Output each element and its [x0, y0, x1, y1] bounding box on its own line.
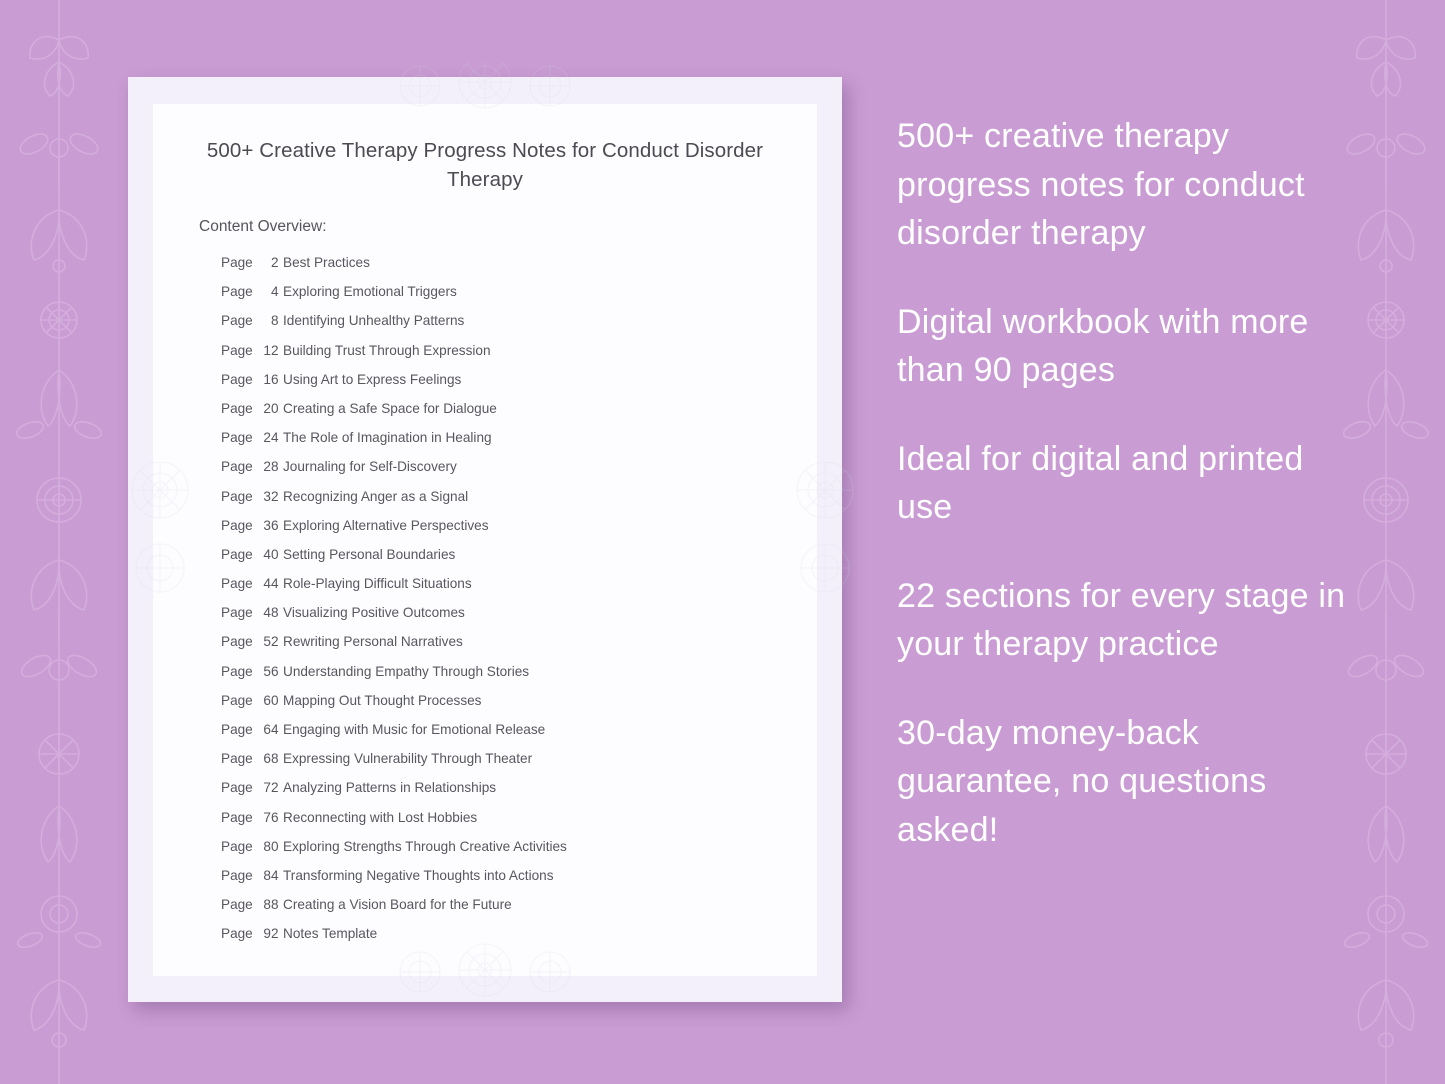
toc-entry-title: Journaling for Self-Discovery	[283, 459, 457, 475]
toc-entry-title: Notes Template	[283, 926, 378, 942]
toc-row	[221, 664, 781, 693]
marketing-bullet: Ideal for digital and printed use	[897, 439, 1304, 526]
toc-row	[221, 459, 781, 488]
toc-entry-title: Role-Playing Difficult Situations	[283, 576, 472, 592]
toc-row	[221, 722, 781, 751]
marketing-bullet: 30-day money-back guarantee, no questions asked!	[897, 713, 1267, 849]
toc-entry-title: Visualizing Positive Outcomes	[283, 605, 465, 621]
toc-entry-title: Exploring Emotional Triggers	[283, 284, 457, 300]
toc-entry-title: Understanding Empathy Through Stories	[283, 663, 530, 679]
toc-row	[221, 255, 781, 284]
toc-row	[221, 313, 781, 342]
table-of-contents	[221, 255, 781, 956]
toc-page-number: Page 80	[221, 838, 279, 854]
toc-page-number: Page 16	[221, 371, 279, 387]
toc-entry-title: Creating a Safe Space for Dialogue	[283, 400, 497, 416]
toc-page-number: Page 32	[221, 488, 279, 504]
toc-page-number: Page 28	[221, 459, 279, 475]
toc-entry-title: Reconnecting with Lost Hobbies	[283, 809, 478, 825]
toc-page-number: Page 68	[221, 751, 279, 767]
toc-row	[221, 868, 781, 897]
toc-entry-title: Exploring Strengths Through Creative Activities	[283, 838, 567, 854]
toc-row	[221, 839, 781, 868]
toc-page-number: Page 48	[221, 605, 279, 621]
toc-row	[221, 605, 781, 634]
toc-row	[221, 780, 781, 809]
toc-entry-title: Setting Personal Boundaries	[283, 546, 456, 562]
toc-page-number: Page 4	[221, 284, 279, 300]
toc-entry-title: Creating a Vision Board for the Future	[283, 897, 512, 913]
content-overview-label: Content Overview:	[199, 218, 327, 235]
toc-page-number: Page 52	[221, 634, 279, 650]
marketing-bullet: Digital workbook with more than 90 pages	[897, 302, 1309, 389]
toc-row	[221, 751, 781, 780]
toc-row	[221, 284, 781, 313]
toc-entry-title: Engaging with Music for Emotional Release	[283, 722, 546, 737]
toc-row	[221, 343, 781, 372]
toc-row	[221, 634, 781, 663]
toc-entry-title: The Role of Imagination in Healing	[283, 430, 492, 446]
toc-page-number: Page 92	[221, 926, 279, 942]
marketing-bullet: 22 sections for every stage in your therapy practice	[897, 576, 1346, 663]
toc-page-number: Page 40	[221, 546, 279, 562]
toc-page-number: Page 56	[221, 663, 279, 679]
toc-entry-title: Recognizing Anger as a Signal	[283, 488, 469, 504]
toc-page-number: Page 2	[221, 255, 279, 270]
toc-row	[221, 430, 781, 459]
toc-entry-title: Analyzing Patterns in Relationships	[283, 780, 497, 796]
toc-row	[221, 693, 781, 722]
toc-entry-title: Expressing Vulnerability Through Theater	[283, 751, 533, 767]
toc-row	[221, 810, 781, 839]
toc-row	[221, 401, 781, 430]
toc-row	[221, 897, 781, 926]
toc-page-number: Page 8	[221, 313, 279, 329]
toc-page-number: Page 36	[221, 517, 279, 533]
floral-border-left-icon	[0, 0, 118, 1084]
toc-row	[221, 576, 781, 605]
toc-entry-title: Transforming Negative Thoughts into Actions	[283, 867, 554, 883]
toc-entry-title: Identifying Unhealthy Patterns	[283, 313, 465, 329]
toc-page-number: Page 44	[221, 576, 279, 592]
toc-page-number: Page 72	[221, 780, 279, 796]
toc-row	[221, 518, 781, 547]
toc-page-number: Page 12	[221, 342, 279, 358]
toc-page-number: Page 84	[221, 867, 279, 883]
toc-row	[221, 926, 781, 955]
toc-page-number: Page 64	[221, 722, 279, 737]
toc-page-number: Page 60	[221, 692, 279, 708]
toc-entry-title: Exploring Alternative Perspectives	[283, 517, 489, 533]
marketing-bullet-list	[897, 112, 1367, 854]
toc-row	[221, 547, 781, 576]
toc-page-number: Page 76	[221, 809, 279, 825]
toc-row	[221, 489, 781, 518]
page-title: 500+ Creative Therapy Progress Notes for Conduct Disorder Therapy	[206, 139, 764, 191]
toc-entry-title: Mapping Out Thought Processes	[283, 692, 482, 708]
marketing-bullet: 500+ creative therapy progress notes for conduct disorder therapy	[897, 117, 1305, 252]
toc-entry-title: Building Trust Through Expression	[283, 342, 491, 358]
toc-entry-title: Best Practices	[283, 255, 370, 270]
toc-entry-title: Using Art to Express Feelings	[283, 371, 462, 387]
toc-page-number: Page 24	[221, 430, 279, 446]
toc-page-number: Page 20	[221, 400, 279, 416]
toc-page-number: Page 88	[221, 897, 279, 913]
toc-entry-title: Rewriting Personal Narratives	[283, 634, 463, 650]
toc-row	[221, 372, 781, 401]
